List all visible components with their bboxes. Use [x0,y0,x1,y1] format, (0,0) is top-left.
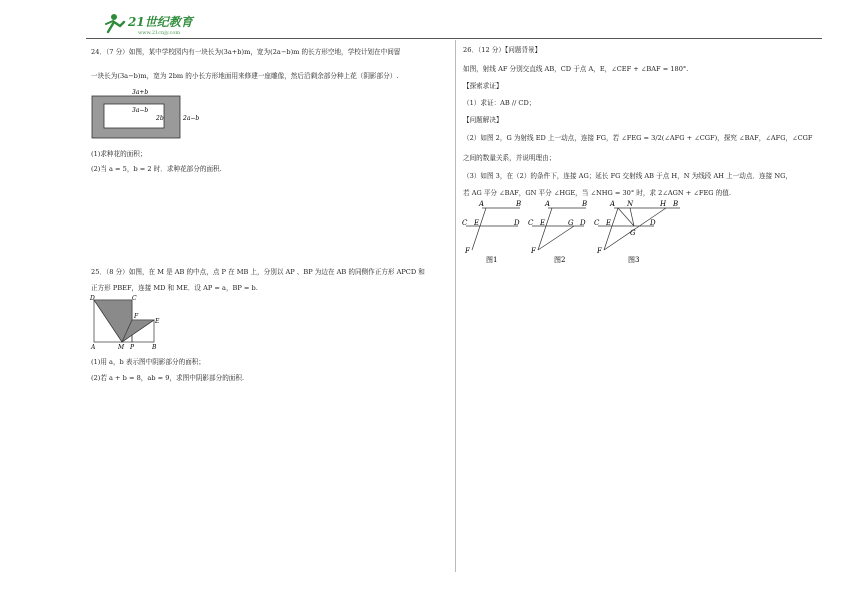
segment-ag [618,208,634,226]
label-e: E [474,219,480,227]
q26-figure-1 [460,198,530,266]
q26-solve-2b: 之间的数量关系，并说明理由； [463,154,556,162]
label-g: G [568,219,574,227]
label-b: B [152,344,157,350]
label-d: D [650,219,656,227]
label-c: C [528,219,534,227]
label-c: C [594,219,600,227]
label-f: F [597,247,602,255]
label-b: B [516,200,522,208]
label-d: D [514,219,520,227]
runner-icon [106,14,124,32]
q26-explore-1: （1）求证：AB // CD； [463,99,536,107]
label-n: N [627,200,634,208]
q24-line2: 一块长为(3a−b)m，宽为 2bm 的小长方形地面用来修建一座雕像，然后沿剩余部分种上花（阴影部分）. [91,72,399,80]
q25-sub2: (2)若 a + b = 8，ab = 9，求图中阴影部分的面积. [91,374,245,382]
q25-sub1: (1)用 a，b 表示图中阴影部分的面积； [91,358,205,366]
label-d: D [90,295,95,302]
label-d: D [580,219,586,227]
logo-text: 21世纪教育 [128,15,193,29]
fig1-caption: 图1 [486,256,498,264]
q26-line1: 如图，射线 AF 分别交直线 AB，CD 于点 A，E，∠CEF + ∠BAF = 180°. [463,65,689,73]
label-a: A [545,200,551,208]
label-h: H [660,200,667,208]
label-m: M [118,344,125,350]
q26-solve-head: 【问题解决】 [463,116,503,124]
logo [104,10,200,36]
label-c: C [462,219,468,227]
q26-title: 26．（12 分）【问题背景】 [463,46,542,54]
label-p: P [130,344,135,350]
inner-right-label: 2b [156,115,164,122]
header-rule [86,38,822,39]
label-b: B [582,200,588,208]
label-e: E [540,219,546,227]
label-f: F [134,313,139,320]
q26-solve-2a: （2）如图 2，G 为射线 ED 上一动点，连接 FG，若 ∠FEG = 3/2(∠AFG + ∠CGF)，探究 ∠BAF，∠AFG，∠CGF [463,134,813,142]
q26-solve-3b: 若 AG 平分 ∠BAF，GN 平分 ∠HGE，当 ∠NHG = 30° 时，求 2∠AGN + ∠FEG 的值. [463,189,731,197]
ray-af [472,208,486,250]
label-b: B [673,200,679,208]
q25-figure [88,292,168,350]
label-e: E [606,219,612,227]
label-a: A [610,200,616,208]
q26-figure-2 [528,198,598,266]
fig3-caption: 图3 [628,256,640,264]
q26-solve-3a: （3）如图 3，在（2）的条件下，连接 AG；延长 FG 交射线 AB 于点 H，N 为线段 AH 上一动点．连接 NG， [463,172,792,180]
logo-subtext: www.21cnjy.com [138,30,181,36]
ray-af [538,208,552,250]
label-a: A [91,344,96,350]
label-f: F [465,247,470,255]
label-f: F [531,247,536,255]
label-a: A [479,200,485,208]
segment-fg [538,226,574,250]
ray-af [604,208,618,250]
fig2-caption: 图2 [554,256,566,264]
q25-line2: 正方形 PBEF，连接 MD 和 ME．设 AP = a，BP = b. [91,284,258,292]
inner-top-label: 3a−b [132,107,149,114]
q24-figure [88,86,208,144]
label-g: G [630,229,636,237]
q26-explore-head: 【探索求证】 [463,82,503,90]
q24-line1: 24．（7 分）如图，某中学校园内有一块长为(3a+b)m，宽为(2a−b)m 的长方形空地，学校计划在中间留 [91,48,401,56]
q24-sub2: (2)当 a = 5，b = 2 时．求种花部分的面积. [91,165,222,173]
label-e: E [155,318,160,325]
q25-line1: 25．（8 分）如图，在 M 是 AB 的中点，点 P 在 MB 上，分别以 AP 、BP 为边在 AB 的同侧作正方形 APCD 和 [91,268,425,276]
outer-right-label: 2a−b [183,115,200,122]
q24-sub1: (1)求种花的面积； [91,150,147,158]
q26-figure-3 [594,198,686,266]
label-c: C [132,295,137,302]
outer-top-label: 3a+b [132,89,149,96]
column-divider [455,40,456,572]
